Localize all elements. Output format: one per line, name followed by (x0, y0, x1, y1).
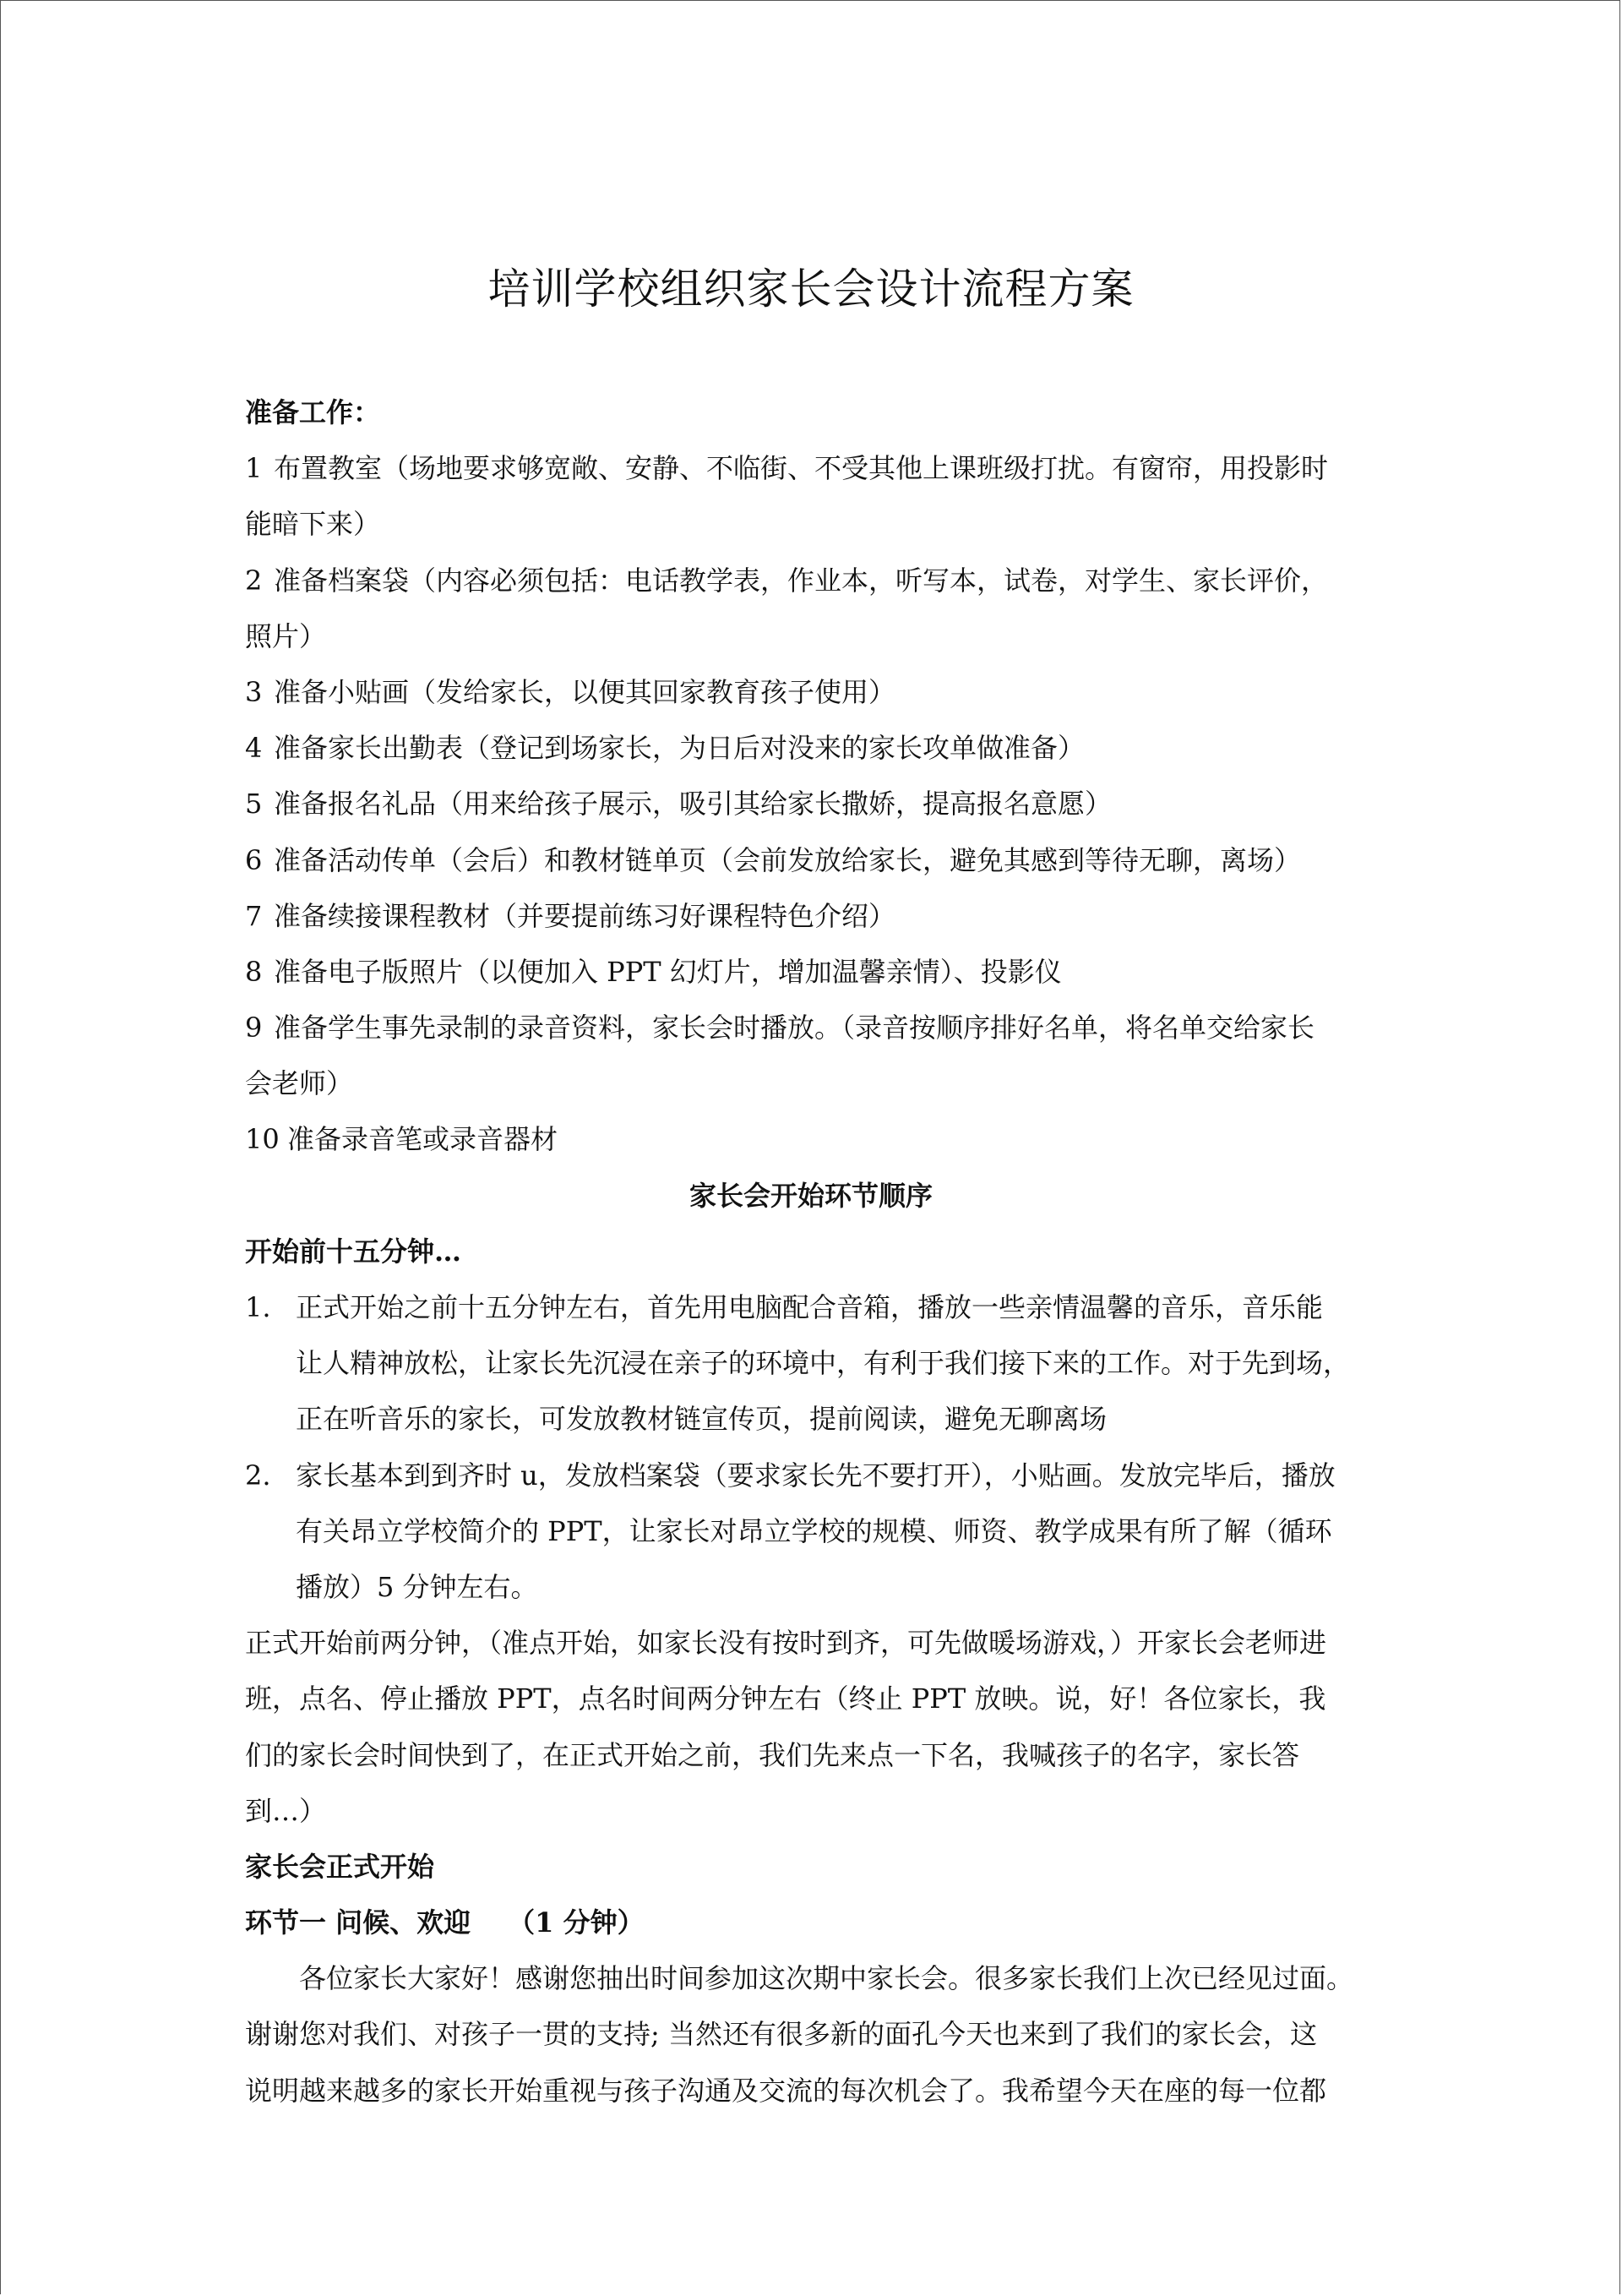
document-title: 培训学校组织家长会设计流程方案 (487, 265, 1135, 314)
prep-item-number: 3 (245, 675, 263, 708)
prep-item-text: 准备录音笔或录音器材 (287, 1123, 558, 1156)
list-number: 1. (245, 1291, 271, 1323)
stage1-duration: （1 分钟） (508, 1906, 645, 1939)
prep-item-text: 准备电子版照片（以便加入 PPT 幻灯片，增加温馨亲情）、投影仪 (274, 955, 1062, 988)
list-number: 2. (245, 1459, 271, 1492)
prep-item-9 (245, 1000, 1377, 1055)
paragraph-line: 班，点名、停止播放 PPT，点名时间两分钟左右（终止 PPT 放映。说，好！各位家长，我 (245, 1682, 1326, 1715)
prep-item-text: 准备续接课程教材（并要提前练习好课程特色介绍） (274, 899, 896, 932)
prep-item-6 (245, 832, 1377, 888)
prep-item-text: 准备小贴画（发给家长，以便其回家教育孩子使用） (274, 675, 896, 708)
before-item-1-cont (245, 1391, 1377, 1447)
list-text: 家长基本到到齐时 u，发放档案袋（要求家长先不要打开），小贴画。发放完毕后，播放 (296, 1459, 1336, 1492)
prep-item-1-cont: 能暗下来） (245, 508, 381, 541)
prep-item-10 (245, 1111, 1377, 1167)
prep-item-text: 准备学生事先录制的录音资料，家长会时播放。（录音按顺序排好名单，将名单交给家长 (274, 1012, 1315, 1044)
prep-item-3 (245, 664, 1377, 720)
prep-item-2-cont: 照片） (245, 619, 327, 652)
list-text: 正在听音乐的家长，可发放教材链宣传页，提前阅读，避免无聊离场 (296, 1403, 1108, 1436)
prep-item-number: 2 (245, 564, 263, 597)
prep-item-number: 5 (245, 788, 263, 821)
document-body (245, 384, 1377, 2119)
prep-item-number: 7 (245, 899, 263, 932)
before-item-2-cont (245, 1503, 1377, 1559)
prep-item-number: 6 (245, 843, 263, 876)
prep-item-number: 9 (245, 1012, 263, 1044)
paragraph-line: 正式开始前两分钟，（准点开始，如家长没有按时到齐，可先做暖场游戏，）开家长会老师进 (245, 1627, 1327, 1660)
prep-item-number: 1 (245, 452, 263, 485)
prep-item-1 (245, 440, 1377, 496)
before-item-2-cont (245, 1559, 1377, 1615)
stage1-title: 环节一 问候、欢迎 (245, 1906, 471, 1939)
list-text: 正式开始之前十五分钟左右，首先用电脑配合音箱，播放一些亲情温馨的音乐，音乐能 (296, 1291, 1324, 1323)
prep-item-8 (245, 944, 1377, 1000)
list-text: 播放）5 分钟左右。 (296, 1570, 538, 1603)
prep-item-text: 布置教室（场地要求够宽敞、安静、不临街、不受其他上课班级打扰。有窗帘，用投影时 (274, 452, 1329, 485)
prep-item-number: 8 (245, 955, 263, 988)
prep-item-text: 准备档案袋（内容必须包括：电话教学表，作业本，听写本，试卷，对学生、家长评价， (274, 564, 1329, 597)
paragraph-line: 说明越来越多的家长开始重视与孩子沟通及交流的每次机会了。我希望今天在座的每一位都 (245, 2074, 1327, 2107)
before-item-2 (245, 1448, 1377, 1503)
stage1-heading (245, 1895, 1377, 1950)
before-start-heading: 开始前十五分钟… (245, 1235, 462, 1268)
prep-item-number: 4 (245, 732, 263, 765)
prep-item-4 (245, 720, 1377, 776)
list-text: 有关昂立学校简介的 PPT，让家长对昂立学校的规模、师资、教学成果有所了解（循环 (296, 1514, 1332, 1547)
paragraph-line: 们的家长会时间快到了，在正式开始之前，我们先来点一下名，我喊孩子的名字，家长答 (245, 1738, 1300, 1771)
prep-item-2 (245, 553, 1377, 608)
prep-item-text: 准备活动传单（会后）和教材链单页（会前发放给家长，避免其感到等待无聊，离场） (274, 843, 1302, 876)
paragraph-line: 到…） (245, 1794, 327, 1827)
prep-item-7 (245, 888, 1377, 944)
prep-item-text: 准备报名礼品（用来给孩子展示，吸引其给家长撒娇，提高报名意愿） (274, 788, 1113, 821)
prep-item-number: 10 (245, 1123, 280, 1156)
meeting-start-heading: 家长会正式开始 (245, 1850, 435, 1883)
section-heading: 家长会开始环节顺序 (689, 1179, 933, 1212)
paragraph-line: 各位家长大家好！感谢您抽出时间参加这次期中家长会。很多家长我们上次已经见过面。 (299, 1962, 1354, 1995)
before-item-1 (245, 1279, 1377, 1335)
prep-item-9-cont: 会老师） (245, 1067, 354, 1100)
prep-item-text: 准备家长出勤表（登记到场家长，为日后对没来的家长攻单做准备） (274, 732, 1086, 765)
before-item-1-cont (245, 1335, 1377, 1391)
list-text: 让人精神放松，让家长先沉浸在亲子的环境中，有利于我们接下来的工作。对于先到场， (296, 1347, 1351, 1380)
prep-item-5 (245, 776, 1377, 832)
paragraph-line: 谢谢您对我们、对孩子一贯的支持; 当然还有很多新的面孔今天也来到了我们的家长会，这 (245, 2018, 1317, 2051)
prep-heading: 准备工作： (245, 396, 381, 428)
